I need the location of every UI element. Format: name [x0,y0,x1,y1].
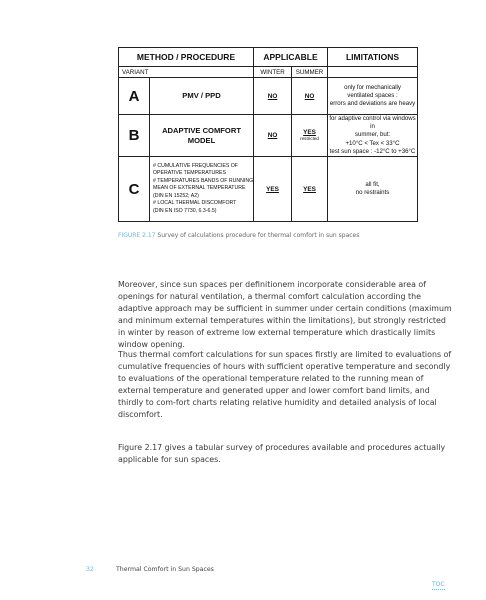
figure-label: FIGURE 2.17 [118,232,156,239]
winter-value: NO [254,78,292,115]
limitations-cell [328,115,418,157]
page-number: 32 [86,566,94,573]
summer-note: restricted [300,135,319,141]
method-list-item: MEAN OF EXTERNAL TEMPERATURE [153,185,246,192]
page-footer [86,566,306,573]
method-list-item: # LOCAL THERMAL DISCOMFORT [153,200,237,207]
method-list-item: # TEMPERATURES BANDS OF RUNNING [153,177,254,184]
figure-caption [118,232,438,239]
method-list [150,157,254,222]
method-list-item: (DIN EN 15252; A2) [153,192,199,199]
limitation-line: for adaptive control via windows in [329,115,416,131]
limitation-line: test sun space : -12°C to +36°C [329,147,416,155]
method-list-item: # CUMULATIVE FREQUENCIES OF [153,162,238,169]
header-method: METHOD / PROCEDURE [119,48,254,67]
subheader-summer: SUMMER [292,67,328,78]
running-title: Thermal Comfort in Sun Spaces [116,566,214,573]
summer-value: YES [303,128,316,136]
method-line: MODEL [187,135,216,145]
figure-table [118,47,418,222]
limitation-line: errors and deviations are heavy [329,100,416,108]
body-paragraph: Figure 2.17 gives a tabular survey of procedures available and procedures actually applicable for sun spaces. [118,442,446,464]
limitation-line: ventilated spaces : [347,91,398,99]
method-name: PMV / PPD [150,78,254,115]
limitations-cell [328,157,418,222]
limitations-cell [328,78,418,115]
winter-value: NO [254,115,292,157]
subheader-variant: VARIANT [119,67,254,78]
table-subheader-row [119,67,418,78]
method-list-item: OPERATIVE TEMPERATURES [153,170,226,177]
subheader-winter: WINTER [254,67,292,78]
summer-cell [292,115,328,157]
summer-value: NO [292,78,328,115]
limitation-line: +10°C < Tex < 33°C [345,139,400,147]
limitation-line: summer, but: [354,131,391,139]
header-limitations: LIMITATIONS [328,48,418,67]
header-applicable: APPLICABLE [254,48,328,67]
variant-letter: C [119,157,150,222]
table-row [119,157,418,222]
toc-link[interactable]: TOC [432,581,445,588]
limitation-line: only for mechanically [344,83,401,91]
variant-letter: A [119,78,150,115]
limitation-line: no restraints [355,189,390,197]
body-paragraph: Thus thermal comfort calculations for sun spaces firstly are limited to evaluations of cumulative frequencies of hours with sufficient operative temperature and secondly to evaluations of the operational temperature related to the running mean of external temperature and generated upper and lower comfort band limits, and thirdly to com-fort charts relating relative humidity and detailed analysis of local discomfort. [118,349,452,420]
winter-value: YES [254,157,292,222]
caption-text: Survey of calculations procedure for thermal comfort in sun spaces [155,232,360,239]
subheader-empty [328,67,418,78]
method-line: ADAPTIVE COMFORT [162,125,241,135]
table-row [119,78,418,115]
table-header-row [119,48,418,67]
method-name [150,115,254,157]
variant-letter: B [119,115,150,157]
body-paragraph: Moreover, since sun spaces per definitionem incorporate considerable area of openings for natural ventilation, a thermal comfort calculation according the adaptive approach may be sufficient in summer under certain conditions (maximum and minimum external temperatures within the limitations), but strongly restricted in winter by reason of extreme low external temperature which drastically limits window opening. [118,279,452,350]
limitation-line: all fit, [365,180,380,188]
table-row [119,115,418,157]
summer-value: YES [292,157,328,222]
method-list-item: (DIN EN ISO 7730, 6.3-6.5) [153,207,217,214]
